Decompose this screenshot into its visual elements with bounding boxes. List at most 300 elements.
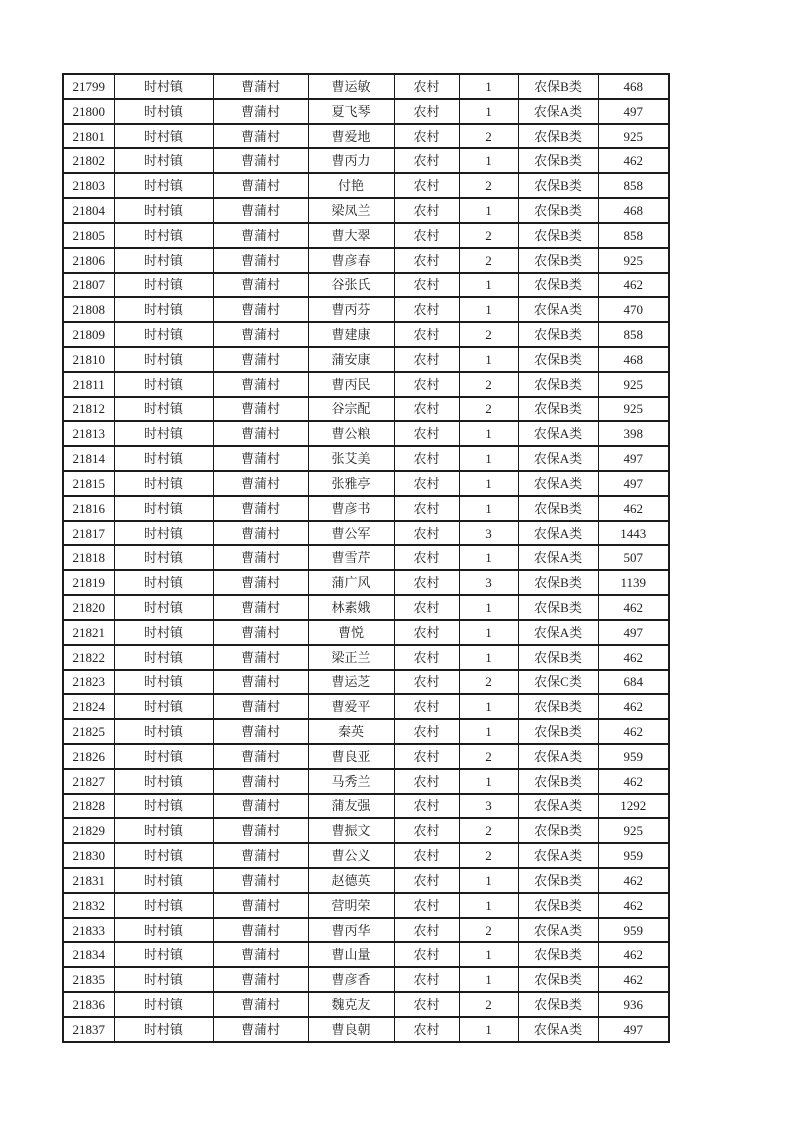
records-table — [62, 73, 670, 1043]
cell-insurance-category: 农保A类 — [518, 843, 598, 868]
cell-town: 时村镇 — [114, 645, 213, 670]
cell-serial-number: 21799 — [63, 74, 114, 99]
cell-town: 时村镇 — [114, 694, 213, 719]
cell-village: 曹蒲村 — [213, 198, 308, 223]
cell-person-name: 曹雪芹 — [308, 545, 394, 570]
cell-residence-type: 农村 — [394, 248, 459, 273]
cell-amount: 462 — [598, 595, 669, 620]
cell-town: 时村镇 — [114, 471, 213, 496]
cell-amount: 462 — [598, 496, 669, 521]
cell-village: 曹蒲村 — [213, 744, 308, 769]
cell-serial-number: 21801 — [63, 124, 114, 149]
cell-insurance-category: 农保B类 — [518, 248, 598, 273]
cell-person-count: 1 — [459, 620, 518, 645]
cell-person-name: 曹丙华 — [308, 918, 394, 943]
cell-serial-number: 21822 — [63, 645, 114, 670]
cell-serial-number: 21819 — [63, 570, 114, 595]
table-row — [63, 74, 669, 99]
cell-person-count: 2 — [459, 744, 518, 769]
cell-village: 曹蒲村 — [213, 595, 308, 620]
cell-person-count: 2 — [459, 248, 518, 273]
cell-amount: 462 — [598, 967, 669, 992]
cell-amount: 858 — [598, 322, 669, 347]
cell-person-count: 1 — [459, 595, 518, 620]
cell-person-count: 1 — [459, 868, 518, 893]
cell-village: 曹蒲村 — [213, 794, 308, 819]
table-row — [63, 719, 669, 744]
cell-person-count: 1 — [459, 694, 518, 719]
cell-insurance-category: 农保B类 — [518, 397, 598, 422]
cell-insurance-category: 农保B类 — [518, 818, 598, 843]
cell-residence-type: 农村 — [394, 397, 459, 422]
cell-insurance-category: 农保B类 — [518, 496, 598, 521]
cell-village: 曹蒲村 — [213, 818, 308, 843]
cell-amount: 1443 — [598, 521, 669, 546]
cell-amount: 936 — [598, 992, 669, 1017]
cell-town: 时村镇 — [114, 74, 213, 99]
cell-serial-number: 21813 — [63, 421, 114, 446]
cell-town: 时村镇 — [114, 322, 213, 347]
cell-village: 曹蒲村 — [213, 918, 308, 943]
cell-insurance-category: 农保B类 — [518, 694, 598, 719]
cell-village: 曹蒲村 — [213, 694, 308, 719]
table-row — [63, 471, 669, 496]
cell-town: 时村镇 — [114, 372, 213, 397]
cell-amount: 468 — [598, 347, 669, 372]
table-row — [63, 868, 669, 893]
cell-serial-number: 21831 — [63, 868, 114, 893]
cell-serial-number: 21821 — [63, 620, 114, 645]
cell-town: 时村镇 — [114, 421, 213, 446]
cell-person-name: 曹悦 — [308, 620, 394, 645]
cell-residence-type: 农村 — [394, 967, 459, 992]
table-row — [63, 595, 669, 620]
cell-amount: 470 — [598, 297, 669, 322]
cell-insurance-category: 农保B类 — [518, 148, 598, 173]
cell-village: 曹蒲村 — [213, 719, 308, 744]
table-row — [63, 769, 669, 794]
cell-serial-number: 21837 — [63, 1017, 114, 1042]
cell-amount: 959 — [598, 744, 669, 769]
cell-person-name: 蒲友强 — [308, 794, 394, 819]
cell-person-count: 1 — [459, 496, 518, 521]
cell-serial-number: 21814 — [63, 446, 114, 471]
cell-village: 曹蒲村 — [213, 942, 308, 967]
table-row — [63, 496, 669, 521]
cell-town: 时村镇 — [114, 248, 213, 273]
cell-village: 曹蒲村 — [213, 446, 308, 471]
cell-person-count: 1 — [459, 99, 518, 124]
cell-person-name: 曹公军 — [308, 521, 394, 546]
table-row — [63, 446, 669, 471]
cell-person-count: 1 — [459, 893, 518, 918]
cell-amount: 925 — [598, 818, 669, 843]
cell-amount: 398 — [598, 421, 669, 446]
cell-village: 曹蒲村 — [213, 297, 308, 322]
cell-person-count: 1 — [459, 148, 518, 173]
cell-person-count: 3 — [459, 570, 518, 595]
cell-residence-type: 农村 — [394, 297, 459, 322]
cell-town: 时村镇 — [114, 893, 213, 918]
cell-amount: 468 — [598, 198, 669, 223]
cell-amount: 462 — [598, 769, 669, 794]
cell-person-name: 曹丙力 — [308, 148, 394, 173]
cell-insurance-category: 农保B类 — [518, 769, 598, 794]
cell-insurance-category: 农保C类 — [518, 670, 598, 695]
cell-amount: 925 — [598, 397, 669, 422]
cell-residence-type: 农村 — [394, 595, 459, 620]
cell-amount: 468 — [598, 74, 669, 99]
cell-town: 时村镇 — [114, 397, 213, 422]
cell-insurance-category: 农保B类 — [518, 595, 598, 620]
cell-residence-type: 农村 — [394, 645, 459, 670]
cell-serial-number: 21811 — [63, 372, 114, 397]
cell-person-count: 1 — [459, 942, 518, 967]
cell-residence-type: 农村 — [394, 918, 459, 943]
cell-amount: 497 — [598, 446, 669, 471]
cell-amount: 959 — [598, 918, 669, 943]
cell-village: 曹蒲村 — [213, 148, 308, 173]
cell-person-name: 张艾美 — [308, 446, 394, 471]
cell-person-count: 1 — [459, 446, 518, 471]
cell-village: 曹蒲村 — [213, 322, 308, 347]
cell-town: 时村镇 — [114, 521, 213, 546]
cell-person-name: 曹彦春 — [308, 248, 394, 273]
cell-serial-number: 21828 — [63, 794, 114, 819]
cell-person-name: 梁凤兰 — [308, 198, 394, 223]
cell-serial-number: 21825 — [63, 719, 114, 744]
cell-serial-number: 21830 — [63, 843, 114, 868]
cell-amount: 462 — [598, 868, 669, 893]
table-row — [63, 645, 669, 670]
cell-person-name: 林素娥 — [308, 595, 394, 620]
cell-town: 时村镇 — [114, 942, 213, 967]
cell-insurance-category: 农保B类 — [518, 893, 598, 918]
table-row — [63, 1017, 669, 1042]
cell-residence-type: 农村 — [394, 570, 459, 595]
cell-person-count: 1 — [459, 1017, 518, 1042]
table-row — [63, 297, 669, 322]
cell-person-count: 3 — [459, 521, 518, 546]
cell-amount: 925 — [598, 124, 669, 149]
cell-serial-number: 21818 — [63, 545, 114, 570]
cell-person-count: 1 — [459, 297, 518, 322]
cell-town: 时村镇 — [114, 868, 213, 893]
cell-town: 时村镇 — [114, 670, 213, 695]
cell-serial-number: 21835 — [63, 967, 114, 992]
cell-residence-type: 农村 — [394, 148, 459, 173]
cell-insurance-category: 农保A类 — [518, 794, 598, 819]
cell-serial-number: 21808 — [63, 297, 114, 322]
cell-person-name: 谷张氏 — [308, 273, 394, 298]
cell-residence-type: 农村 — [394, 794, 459, 819]
cell-person-count: 1 — [459, 421, 518, 446]
cell-insurance-category: 农保B类 — [518, 570, 598, 595]
cell-serial-number: 21806 — [63, 248, 114, 273]
cell-insurance-category: 农保B类 — [518, 322, 598, 347]
cell-residence-type: 农村 — [394, 818, 459, 843]
cell-amount: 462 — [598, 694, 669, 719]
table-row — [63, 124, 669, 149]
table-row — [63, 744, 669, 769]
cell-person-name: 夏飞琴 — [308, 99, 394, 124]
table-row — [63, 421, 669, 446]
cell-amount: 497 — [598, 99, 669, 124]
cell-amount: 507 — [598, 545, 669, 570]
cell-person-count: 3 — [459, 794, 518, 819]
cell-amount: 497 — [598, 620, 669, 645]
cell-residence-type: 农村 — [394, 719, 459, 744]
cell-insurance-category: 农保B类 — [518, 942, 598, 967]
cell-insurance-category: 农保A类 — [518, 99, 598, 124]
cell-insurance-category: 农保A类 — [518, 297, 598, 322]
cell-village: 曹蒲村 — [213, 1017, 308, 1042]
cell-serial-number: 21817 — [63, 521, 114, 546]
cell-village: 曹蒲村 — [213, 397, 308, 422]
cell-person-count: 2 — [459, 124, 518, 149]
cell-town: 时村镇 — [114, 148, 213, 173]
table-row — [63, 223, 669, 248]
cell-village: 曹蒲村 — [213, 967, 308, 992]
cell-town: 时村镇 — [114, 769, 213, 794]
cell-village: 曹蒲村 — [213, 670, 308, 695]
cell-town: 时村镇 — [114, 992, 213, 1017]
cell-serial-number: 21807 — [63, 273, 114, 298]
table-row — [63, 570, 669, 595]
cell-person-count: 1 — [459, 967, 518, 992]
cell-residence-type: 农村 — [394, 446, 459, 471]
cell-village: 曹蒲村 — [213, 545, 308, 570]
cell-person-count: 2 — [459, 322, 518, 347]
cell-person-count: 2 — [459, 818, 518, 843]
cell-person-name: 赵德英 — [308, 868, 394, 893]
cell-person-name: 曹大翠 — [308, 223, 394, 248]
cell-serial-number: 21836 — [63, 992, 114, 1017]
cell-village: 曹蒲村 — [213, 99, 308, 124]
cell-town: 时村镇 — [114, 620, 213, 645]
table-row — [63, 173, 669, 198]
cell-insurance-category: 农保A类 — [518, 918, 598, 943]
table-row — [63, 694, 669, 719]
cell-insurance-category: 农保A类 — [518, 446, 598, 471]
cell-residence-type: 农村 — [394, 99, 459, 124]
cell-town: 时村镇 — [114, 1017, 213, 1042]
cell-town: 时村镇 — [114, 347, 213, 372]
cell-amount: 684 — [598, 670, 669, 695]
cell-insurance-category: 农保B类 — [518, 124, 598, 149]
cell-serial-number: 21812 — [63, 397, 114, 422]
cell-town: 时村镇 — [114, 918, 213, 943]
table-row — [63, 967, 669, 992]
cell-residence-type: 农村 — [394, 347, 459, 372]
cell-amount: 497 — [598, 471, 669, 496]
cell-insurance-category: 农保B类 — [518, 347, 598, 372]
cell-residence-type: 农村 — [394, 124, 459, 149]
cell-person-name: 魏克友 — [308, 992, 394, 1017]
cell-person-name: 曹彦香 — [308, 967, 394, 992]
cell-serial-number: 21834 — [63, 942, 114, 967]
cell-person-name: 曹爱地 — [308, 124, 394, 149]
cell-amount: 858 — [598, 223, 669, 248]
records-table-body — [63, 74, 669, 1042]
cell-insurance-category: 农保B类 — [518, 74, 598, 99]
cell-person-name: 曹运敏 — [308, 74, 394, 99]
cell-person-name: 付艳 — [308, 173, 394, 198]
table-row — [63, 942, 669, 967]
cell-insurance-category: 农保A类 — [518, 471, 598, 496]
cell-town: 时村镇 — [114, 198, 213, 223]
table-row — [63, 198, 669, 223]
cell-person-name: 曹良亚 — [308, 744, 394, 769]
cell-person-name: 蒲安康 — [308, 347, 394, 372]
cell-serial-number: 21826 — [63, 744, 114, 769]
cell-insurance-category: 农保B类 — [518, 868, 598, 893]
cell-person-name: 谷宗配 — [308, 397, 394, 422]
cell-serial-number: 21832 — [63, 893, 114, 918]
cell-person-count: 1 — [459, 545, 518, 570]
cell-person-name: 曹公粮 — [308, 421, 394, 446]
cell-insurance-category: 农保B类 — [518, 223, 598, 248]
cell-town: 时村镇 — [114, 99, 213, 124]
cell-person-name: 蒲广风 — [308, 570, 394, 595]
cell-amount: 1139 — [598, 570, 669, 595]
table-row — [63, 148, 669, 173]
cell-person-name: 曹丙芬 — [308, 297, 394, 322]
cell-residence-type: 农村 — [394, 173, 459, 198]
cell-amount: 858 — [598, 173, 669, 198]
cell-village: 曹蒲村 — [213, 124, 308, 149]
cell-town: 时村镇 — [114, 496, 213, 521]
cell-insurance-category: 农保A类 — [518, 421, 598, 446]
cell-insurance-category: 农保B类 — [518, 719, 598, 744]
cell-amount: 462 — [598, 273, 669, 298]
cell-insurance-category: 农保B类 — [518, 967, 598, 992]
cell-person-count: 1 — [459, 347, 518, 372]
cell-person-name: 梁正兰 — [308, 645, 394, 670]
table-row — [63, 99, 669, 124]
cell-person-count: 2 — [459, 992, 518, 1017]
cell-village: 曹蒲村 — [213, 74, 308, 99]
cell-serial-number: 21816 — [63, 496, 114, 521]
cell-person-name: 马秀兰 — [308, 769, 394, 794]
cell-person-name: 曹山量 — [308, 942, 394, 967]
cell-amount: 462 — [598, 893, 669, 918]
table-row — [63, 918, 669, 943]
cell-residence-type: 农村 — [394, 421, 459, 446]
table-row — [63, 620, 669, 645]
cell-serial-number: 21809 — [63, 322, 114, 347]
cell-town: 时村镇 — [114, 967, 213, 992]
table-row — [63, 992, 669, 1017]
table-row — [63, 794, 669, 819]
cell-person-name: 张雅亭 — [308, 471, 394, 496]
cell-village: 曹蒲村 — [213, 347, 308, 372]
table-row — [63, 248, 669, 273]
cell-amount: 925 — [598, 372, 669, 397]
table-row — [63, 670, 669, 695]
cell-person-name: 曹公义 — [308, 843, 394, 868]
cell-insurance-category: 农保B类 — [518, 273, 598, 298]
cell-serial-number: 21804 — [63, 198, 114, 223]
cell-town: 时村镇 — [114, 297, 213, 322]
cell-village: 曹蒲村 — [213, 496, 308, 521]
cell-person-name: 曹建康 — [308, 322, 394, 347]
cell-person-count: 1 — [459, 471, 518, 496]
cell-insurance-category: 农保A类 — [518, 1017, 598, 1042]
cell-town: 时村镇 — [114, 446, 213, 471]
cell-amount: 462 — [598, 148, 669, 173]
table-row — [63, 521, 669, 546]
cell-insurance-category: 农保B类 — [518, 645, 598, 670]
table-row — [63, 397, 669, 422]
cell-residence-type: 农村 — [394, 372, 459, 397]
cell-residence-type: 农村 — [394, 273, 459, 298]
cell-residence-type: 农村 — [394, 769, 459, 794]
cell-serial-number: 21827 — [63, 769, 114, 794]
cell-person-count: 2 — [459, 843, 518, 868]
cell-person-name: 曹振文 — [308, 818, 394, 843]
cell-residence-type: 农村 — [394, 1017, 459, 1042]
cell-residence-type: 农村 — [394, 322, 459, 347]
cell-serial-number: 21820 — [63, 595, 114, 620]
cell-residence-type: 农村 — [394, 868, 459, 893]
cell-amount: 1292 — [598, 794, 669, 819]
cell-serial-number: 21815 — [63, 471, 114, 496]
cell-residence-type: 农村 — [394, 670, 459, 695]
cell-insurance-category: 农保A类 — [518, 620, 598, 645]
cell-village: 曹蒲村 — [213, 868, 308, 893]
table-row — [63, 273, 669, 298]
cell-residence-type: 农村 — [394, 620, 459, 645]
cell-town: 时村镇 — [114, 719, 213, 744]
cell-serial-number: 21810 — [63, 347, 114, 372]
cell-person-name: 曹良朝 — [308, 1017, 394, 1042]
cell-person-count: 1 — [459, 719, 518, 744]
cell-town: 时村镇 — [114, 744, 213, 769]
table-row — [63, 322, 669, 347]
cell-serial-number: 21823 — [63, 670, 114, 695]
cell-person-count: 2 — [459, 397, 518, 422]
cell-serial-number: 21805 — [63, 223, 114, 248]
cell-village: 曹蒲村 — [213, 992, 308, 1017]
cell-residence-type: 农村 — [394, 521, 459, 546]
cell-insurance-category: 农保B类 — [518, 992, 598, 1017]
cell-person-count: 2 — [459, 670, 518, 695]
cell-person-count: 1 — [459, 273, 518, 298]
cell-person-name: 曹彦书 — [308, 496, 394, 521]
cell-village: 曹蒲村 — [213, 645, 308, 670]
cell-town: 时村镇 — [114, 173, 213, 198]
cell-town: 时村镇 — [114, 794, 213, 819]
cell-insurance-category: 农保A类 — [518, 521, 598, 546]
cell-town: 时村镇 — [114, 545, 213, 570]
cell-serial-number: 21802 — [63, 148, 114, 173]
cell-town: 时村镇 — [114, 223, 213, 248]
cell-insurance-category: 农保A类 — [518, 744, 598, 769]
cell-village: 曹蒲村 — [213, 769, 308, 794]
cell-village: 曹蒲村 — [213, 843, 308, 868]
cell-village: 曹蒲村 — [213, 421, 308, 446]
table-row — [63, 347, 669, 372]
cell-amount: 462 — [598, 719, 669, 744]
cell-residence-type: 农村 — [394, 992, 459, 1017]
cell-residence-type: 农村 — [394, 694, 459, 719]
cell-village: 曹蒲村 — [213, 893, 308, 918]
cell-village: 曹蒲村 — [213, 248, 308, 273]
cell-serial-number: 21824 — [63, 694, 114, 719]
table-row — [63, 545, 669, 570]
cell-person-name: 营明荣 — [308, 893, 394, 918]
